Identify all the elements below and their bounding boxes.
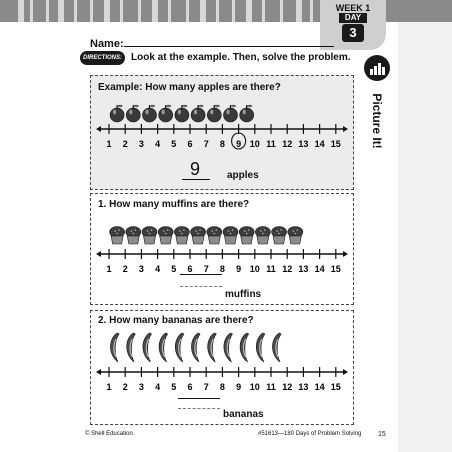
problem-1-box: [90, 193, 354, 305]
tick-label: 13: [298, 139, 309, 149]
muffin-icon: [255, 227, 270, 245]
band-stripe: [310, 0, 313, 22]
apple-icon: [159, 105, 173, 122]
tick-label: 13: [298, 382, 309, 392]
right-arrow-icon: [343, 251, 348, 257]
name-label: Name:: [90, 38, 124, 50]
directions-badge: DIRECTIONS:: [80, 51, 125, 65]
tick-label: 10: [249, 139, 260, 149]
tick-label: 9: [236, 382, 242, 392]
muffin-icon: [239, 227, 254, 245]
tick-label: 12: [282, 139, 293, 149]
side-label-text: Picture It!: [370, 93, 384, 149]
tick-label: 6: [187, 139, 193, 149]
left-arrow-icon: [96, 251, 101, 257]
tick-label: 2: [122, 264, 128, 274]
banana-icon: [240, 333, 249, 362]
apple-icon: [175, 105, 189, 122]
example-answer: 9: [190, 159, 201, 179]
band-stripe: [58, 0, 64, 22]
section-side-label: [364, 84, 390, 164]
tick-label: 5: [171, 139, 177, 149]
muffin-icon: [272, 227, 287, 245]
right-arrow-icon: [343, 126, 348, 132]
band-stripe: [200, 0, 206, 22]
muffin-icon: [110, 227, 125, 245]
tick-label: 11: [266, 264, 276, 274]
band-stripe: [74, 0, 77, 22]
tick-label: 13: [298, 264, 309, 274]
tick-label: 6: [187, 382, 193, 392]
problem-2-unit: bananas: [223, 409, 264, 420]
tick-label: 14: [314, 382, 325, 392]
banana-icon: [110, 333, 119, 362]
banana-icon: [175, 333, 184, 362]
number-line: [96, 246, 348, 276]
muffin-icon: [158, 227, 173, 245]
muffin-icon: [142, 227, 157, 245]
muffin-icon: [191, 227, 206, 245]
band-stripe: [262, 0, 265, 22]
tick-label: 3: [138, 382, 144, 392]
tick-label: 12: [282, 264, 293, 274]
muffin-icon: [288, 227, 303, 245]
band-stripe: [104, 0, 110, 22]
band-stripe: [216, 0, 219, 22]
band-stripe: [232, 0, 235, 22]
band-stripe: [296, 0, 302, 22]
tick-label: 7: [203, 139, 209, 149]
tick-label: 5: [171, 382, 177, 392]
tick-label: 10: [249, 382, 260, 392]
tick-label: 6: [187, 264, 193, 274]
problem-1-answer-guide: [180, 286, 222, 287]
apple-icon: [207, 105, 221, 122]
banana-icon: [143, 333, 152, 362]
page-number: 15: [378, 431, 386, 438]
banana-icon: [159, 333, 168, 362]
tick-label: 1: [106, 382, 112, 392]
footer-copyright: © Shell Education: [85, 431, 133, 437]
right-arrow-icon: [343, 369, 348, 375]
page-edge-strip: [398, 0, 452, 452]
tick-label: 8: [219, 264, 225, 274]
tick-label: 9: [236, 139, 242, 149]
tick-label: 4: [155, 264, 161, 274]
banana-icon: [224, 333, 233, 362]
problem-1-answer-line: [180, 274, 222, 275]
muffin-icon: [223, 227, 238, 245]
left-arrow-icon: [96, 126, 101, 132]
example-answer-blank: [182, 159, 210, 180]
muffin-icon: [126, 227, 141, 245]
band-stripe: [168, 0, 171, 22]
tick-label: 10: [249, 264, 260, 274]
tick-label: 7: [203, 382, 209, 392]
number-line: [96, 364, 348, 394]
tick-label: 11: [266, 139, 276, 149]
tick-label: 1: [106, 264, 112, 274]
problem-2-box: [90, 310, 354, 425]
banana-icon: [191, 333, 200, 362]
tick-label: 15: [330, 139, 341, 149]
directions-text: Look at the example. Then, solve the problem.: [131, 52, 351, 63]
day-label: DAY: [339, 13, 367, 23]
problem-2-answer-line: [178, 398, 220, 399]
muffin-pictures: [96, 224, 348, 246]
tick-label: 4: [155, 139, 161, 149]
tick-label: 15: [330, 264, 341, 274]
problem-2-question: 2. How many bananas are there?: [98, 315, 254, 326]
footer-title: #51613—180 Days of Problem Solving: [258, 431, 362, 437]
band-stripe: [120, 0, 123, 22]
number-line: [96, 121, 348, 151]
band-stripe: [138, 0, 141, 22]
example-box: [90, 75, 354, 190]
apple-icon: [126, 105, 140, 122]
week-label: WEEK 1: [335, 3, 371, 13]
banana-icon: [208, 333, 217, 362]
tick-label: 12: [282, 382, 293, 392]
band-stripe: [246, 0, 252, 22]
week-day-tab: [320, 0, 386, 50]
tick-label: 2: [122, 139, 128, 149]
tick-label: 14: [314, 264, 325, 274]
apple-icon: [143, 105, 157, 122]
day-number: 3: [342, 24, 364, 42]
band-stripe: [30, 0, 33, 22]
tick-label: 2: [122, 382, 128, 392]
example-unit: apples: [227, 170, 259, 181]
name-line[interactable]: [124, 46, 334, 47]
apple-icon: [240, 105, 254, 122]
tick-label: 9: [236, 264, 242, 274]
band-stripe: [152, 0, 158, 22]
tick-label: 1: [106, 139, 112, 149]
band-stripe: [186, 0, 189, 22]
banana-icon: [127, 333, 136, 362]
tick-label: 3: [138, 139, 144, 149]
tick-label: 3: [138, 264, 144, 274]
tick-label: 15: [330, 382, 341, 392]
tick-label: 4: [155, 382, 161, 392]
tick-label: 5: [171, 264, 177, 274]
left-arrow-icon: [96, 369, 101, 375]
muffin-icon: [174, 227, 189, 245]
problem-1-question: 1. How many muffins are there?: [98, 199, 250, 210]
banana-icon: [256, 333, 265, 362]
apple-icon: [224, 105, 238, 122]
band-stripe: [90, 0, 93, 22]
band-stripe: [18, 0, 24, 22]
tick-label: 8: [219, 139, 225, 149]
tick-label: 11: [266, 382, 276, 392]
apple-icon: [191, 105, 205, 122]
example-question: Example: How many apples are there?: [98, 82, 281, 93]
band-stripe: [46, 0, 49, 22]
bar-chart-icon: [364, 55, 390, 81]
muffin-icon: [207, 227, 222, 245]
banana-pictures: [96, 331, 348, 365]
tick-label: 14: [314, 139, 325, 149]
tick-label: 7: [203, 264, 209, 274]
tick-label: 8: [219, 382, 225, 392]
banana-icon: [272, 333, 281, 362]
band-stripe: [280, 0, 283, 22]
apple-icon: [110, 105, 124, 122]
problem-2-answer-guide: [178, 408, 220, 409]
problem-1-unit: muffins: [225, 289, 262, 300]
